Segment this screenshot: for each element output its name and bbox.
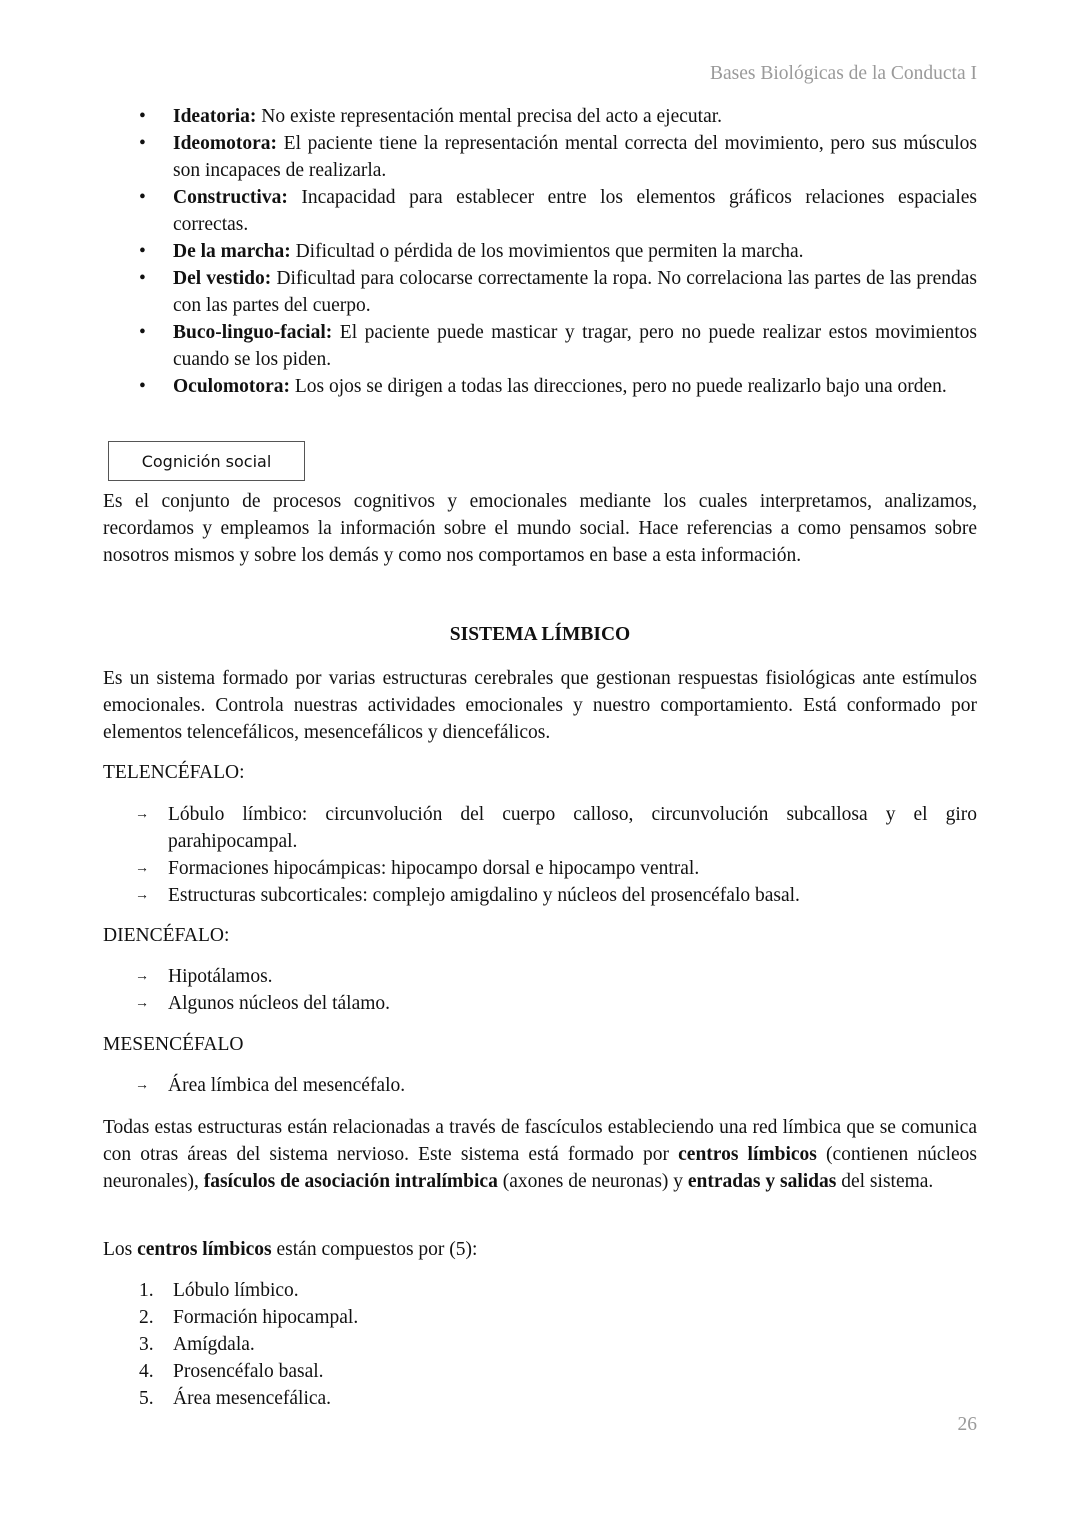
definition: El paciente tiene la representación mental correcta del movimiento, pero sus músculos son incapaces de realizarla. <box>173 133 977 181</box>
list-item <box>103 990 977 1017</box>
list-item <box>103 1277 977 1304</box>
term: Ideatoria: <box>173 106 257 127</box>
arrow-icon: → <box>135 807 149 822</box>
list-item <box>103 238 977 265</box>
item-text: Algunos núcleos del tálamo. <box>168 993 391 1014</box>
text: Todas estas estructuras están relacionadas a través de fascículos estableciendo una red límbica que se comunica con otras áreas del sistema nervioso. Este sistema está formado por <box>103 1117 977 1165</box>
definition: No existe representación mental precisa del acto a ejecutar. <box>256 106 723 127</box>
term: Constructiva: <box>173 187 288 208</box>
text: están compuestos por (5): <box>271 1239 478 1260</box>
diencefalo-label: DIENCÉFALO: <box>103 925 230 946</box>
page-number: 26 <box>957 1414 977 1435</box>
arrow-icon: → <box>135 861 149 876</box>
telencefalo-label: TELENCÉFALO: <box>103 762 245 783</box>
item-text: Lóbulo límbico: circunvolución del cuerpo calloso, circunvolución subcallosa y el giro parahipocampal. <box>168 804 977 852</box>
list-item <box>103 1072 977 1099</box>
mesencefalo-list <box>103 1072 977 1099</box>
section-label-box: Cognición social <box>108 441 305 481</box>
list-item <box>103 855 977 882</box>
section-title: SISTEMA LÍMBICO <box>449 624 631 645</box>
bold-term: entradas y salidas <box>687 1171 837 1192</box>
arrow-icon: → <box>135 1078 149 1093</box>
cognicion-paragraph: Es el conjunto de procesos cognitivos y emocionales mediante los cuales interpretamos, analizamos, recordamos y empleamos la información sobre el mundo social. Hace referencias a como pensamos sobre nosotros mismos y sobre los demás y como nos comportamos en base a esta información. <box>103 491 977 566</box>
list-item <box>103 130 977 184</box>
list-item <box>103 373 977 400</box>
arrow-icon: → <box>135 969 149 984</box>
definition: Dificultad para colocarse correctamente la ropa. No correlaciona las partes de las prendas con las partes del cuerpo. <box>173 268 978 316</box>
diencefalo-list <box>103 963 977 1017</box>
item-text: Área límbica del mesencéfalo. <box>168 1075 406 1096</box>
item-number: 3. <box>139 1334 154 1355</box>
list-item <box>103 1358 977 1385</box>
text: (contienen núcleos neuronales), <box>103 1144 977 1192</box>
item-text: Hipotálamos. <box>168 966 273 987</box>
running-header: Bases Biológicas de la Conducta I <box>710 63 977 84</box>
text: Los <box>103 1239 138 1260</box>
centros-intro <box>103 1236 977 1263</box>
arrow-icon: → <box>135 888 149 903</box>
item-text: Formaciones hipocámpicas: hipocampo dorsal e hipocampo ventral. <box>168 858 700 879</box>
item-number: 1. <box>139 1280 154 1301</box>
list-item <box>103 1331 977 1358</box>
item-text: Área mesencefálica. <box>173 1388 332 1409</box>
term: De la marcha: <box>173 241 291 262</box>
mesencefalo-label: MESENCÉFALO <box>103 1034 244 1055</box>
item-number: 2. <box>139 1307 154 1328</box>
item-text: Prosencéfalo basal. <box>173 1361 324 1382</box>
term: Oculomotora: <box>173 376 290 397</box>
item-text: Lóbulo límbico. <box>173 1280 299 1301</box>
limbico-intro: Es un sistema formado por varias estructuras cerebrales que gestionan respuestas fisiológicas ante estímulos emocionales. Controla nuestras actividades emocionales y nuestro comportamiento. Está conformado por elementos telencefálicos, mesencefálicos y diencefálicos. <box>103 668 977 743</box>
definition: Los ojos se dirigen a todas las direcciones, pero no puede realizarlo bajo una orden. <box>289 376 947 397</box>
list-item <box>103 882 977 909</box>
term: Del vestido: <box>173 268 272 289</box>
list-item <box>103 801 977 855</box>
centros-list <box>103 1277 977 1412</box>
text: (axones de neuronas) y <box>497 1171 688 1192</box>
definition: Incapacidad para establecer entre los elementos gráficos relaciones espaciales correctas. <box>173 187 977 235</box>
item-text: Formación hipocampal. <box>173 1307 359 1328</box>
bold-term: fasículos de asociación intralímbica <box>203 1171 498 1192</box>
list-item <box>103 184 977 238</box>
telencefalo-list <box>103 801 977 909</box>
bold-term: centros límbicos <box>678 1144 817 1165</box>
item-text: Amígdala. <box>173 1334 255 1355</box>
item-number: 5. <box>139 1388 154 1409</box>
apraxia-list <box>103 103 977 400</box>
list-item <box>103 963 977 990</box>
definition: Dificultad o pérdida de los movimientos que permiten la marcha. <box>290 241 804 262</box>
list-item <box>103 319 977 373</box>
text: del sistema. <box>836 1171 934 1192</box>
term: Buco-linguo-facial: <box>173 322 333 343</box>
arrow-icon: → <box>135 996 149 1011</box>
term: Ideomotora: <box>173 133 277 154</box>
item-number: 4. <box>139 1361 154 1382</box>
list-item <box>103 103 977 130</box>
limbico-paragraph <box>103 1114 977 1195</box>
list-item <box>103 265 977 319</box>
list-item <box>103 1304 977 1331</box>
bold-term: centros límbicos <box>137 1239 272 1260</box>
item-text: Estructuras subcorticales: complejo amigdalino y núcleos del prosencéfalo basal. <box>168 885 800 906</box>
definition: El paciente puede masticar y tragar, pero no puede realizar estos movimientos cuando se los piden. <box>173 322 977 370</box>
list-item <box>103 1385 977 1412</box>
